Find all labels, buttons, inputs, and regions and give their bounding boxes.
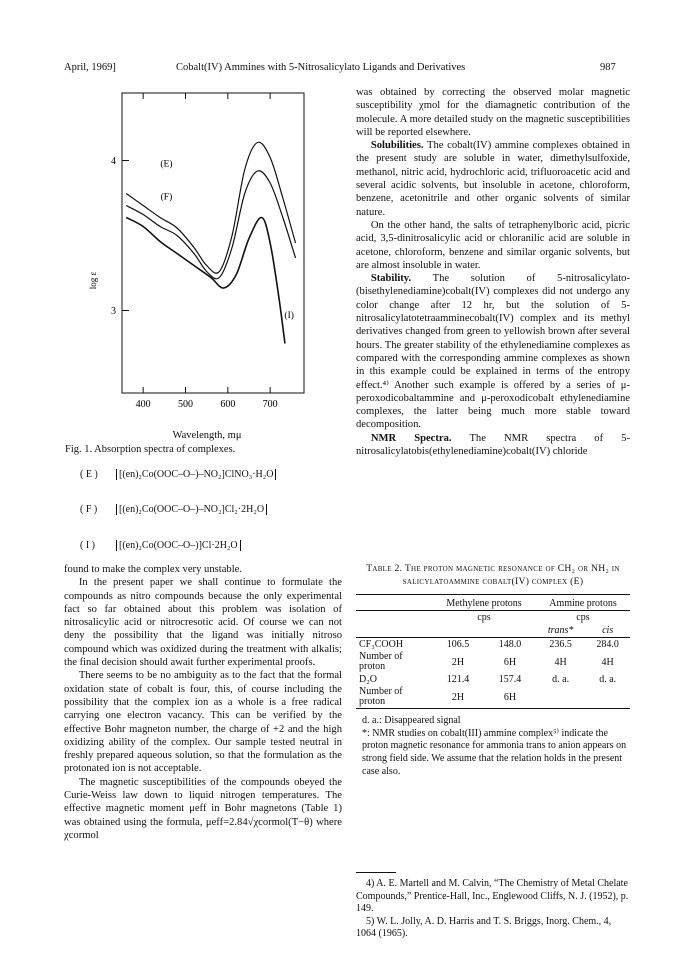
row-label: Number of proton — [359, 686, 403, 708]
y-tick-label: 4 — [111, 156, 116, 167]
paragraph: The magnetic susceptibilities of the compounds obeyed the Curie-Weiss law down to liquid nitrogen temperatures. The effective magnetic moment μeff in Bohr magnetons (Table 1) was obtained using the formula, μeff=2.84√χcormol(T−θ) where χcormol — [64, 776, 342, 841]
curve-annotation: (F) — [160, 192, 173, 203]
unit-label: cps — [576, 612, 590, 624]
table-title: Table 2. The proton magnetic resonance of CH₂ or NH₂ in salicylatoammine cobalt(IV) complex (E) — [366, 563, 620, 587]
x-tick-label: 500 — [177, 399, 193, 410]
paragraph: The solution of 5-nitrosalicylato-(bisethylenediamine)cobalt(IV) complexes did not undergo any color change after 12 hr, but the solution of 5-nitrosalicylatotetraamminecobalt(IV) complex and its methyl derivatives changed from green to yellowish brown after several hours. The greater stability of the ethylenediamine complexes as compared with the corresponding ammine complexes as shown in this example could be explained in terms of the entropy effect.⁴⁾ Another such example is offered by a series of μ-peroxodicobaltammine and μ-peroxodicobalt ethylenediamine complexes, the latter being much more stable toward decomposition. — [356, 273, 630, 431]
plot-frame — [122, 93, 304, 393]
complex-formula: [(en)₂Co(OOC–O–)–NO₂]ClNO₃·H₂O — [116, 469, 276, 480]
x-tick-label: 700 — [262, 399, 278, 410]
series-line-f — [126, 171, 295, 279]
table-note-da: d. a.: Disappeared signal — [362, 715, 461, 727]
cell: 148.0 — [498, 639, 522, 651]
paragraph: The NMR spectra of 5-nitrosalicylatobis(ethylenediamine)cobalt(IV) chloride — [356, 432, 631, 458]
column-header-methylene: Methylene protons — [446, 598, 522, 610]
right-column-text — [356, 86, 630, 458]
cell: 2H — [451, 691, 465, 703]
cell: 106.5 — [446, 639, 470, 651]
row-label: D₂O — [359, 674, 377, 686]
paragraph: found to make the complex very unstable. — [64, 564, 242, 575]
complex-e — [80, 460, 340, 488]
row-label: CF₃COOH — [359, 639, 404, 651]
cell: 157.4 — [498, 674, 522, 686]
cell: 2H — [451, 656, 465, 668]
cell: 4H — [601, 656, 614, 668]
cell: 6H — [503, 691, 517, 703]
complex-f — [80, 494, 340, 524]
cell: d. a. — [552, 674, 570, 686]
complex-i — [80, 530, 340, 560]
cell: 284.0 — [596, 639, 619, 651]
x-axis-label: Wavelength, mμ — [172, 430, 242, 441]
cell: 121.4 — [446, 674, 470, 686]
column-header-cis: cis — [602, 625, 614, 637]
footnote-rule — [356, 872, 396, 873]
nmr-table — [356, 594, 630, 709]
row-label: Number of proton — [359, 651, 403, 673]
paragraph: In the present paper we shall continue to formulate the compounds as nitro compounds because the only experimental fact so far obtained about this problem was isolation of nitrosalicylic acid or nitrocresotic acid. Of course we can not deny the possibility that the ligand was initially nitroso compound which was oxidized during the treatment with alkalis; the final decision should await further experimental proofs. — [64, 577, 342, 669]
cell — [585, 686, 630, 709]
table-2 — [356, 563, 630, 778]
cell: 4H — [554, 656, 567, 668]
table-row — [356, 686, 630, 709]
complex-list — [80, 460, 340, 560]
table-row — [356, 673, 630, 686]
complex-formula: [(en)₂Co(OOC–O–)]Cl·2H₂O — [116, 540, 241, 551]
section-heading-nmr: NMR Spectra. — [370, 432, 452, 444]
paragraph: There seems to be no ambiguity as to the fact that the formal oxidation state of cobalt is four, this, of course including the possibility that the complex ion as a whole is a free radical carrying one electron vacancy. This can be verified by the effective Bohr magneton number, the charge of +2 and the high oxidizing ability of the complex. Our sample tested neutral in freshly prepared aqueous solution, so that the formulation as the protonated ion is not acceptable. — [64, 670, 342, 775]
footnote-5: 5) W. L. Jolly, A. D. Harris and T. S. Briggs, Inorg. Chem., 4, 1064 (1965). — [356, 915, 612, 940]
cell: 6H — [503, 656, 517, 668]
absorption-spectra-chart — [60, 85, 330, 430]
figure-caption: Fig. 1. Absorption spectra of complexes. — [65, 444, 236, 455]
table-row — [356, 638, 630, 652]
running-header-date: April, 1969] — [64, 62, 116, 73]
left-column-text — [64, 563, 342, 842]
cell: 236.5 — [549, 639, 572, 651]
paragraph: On the other hand, the salts of tetraphenylboric acid, picric acid, 3,5-dinitrosalicylic acid or chloranilic acid are soluble in acetone, chloroform, benzene and similar organic solvents, but are almost insoluble in water. — [356, 219, 630, 271]
table-note-star: *: NMR studies on cobalt(III) ammine complex⁵⁾ indicate the proton magnetic resonance for ammonia trans to anion appears on strong field side. We assume that the relation holds in the present case also. — [362, 727, 627, 777]
unit-label: cps — [477, 612, 491, 624]
table-row — [356, 651, 630, 673]
curve-annotation: (E) — [160, 159, 173, 170]
footnotes — [356, 878, 630, 941]
page-number: 987 — [600, 62, 616, 73]
y-tick-label: 3 — [111, 306, 116, 317]
cell — [536, 686, 585, 709]
x-tick-label: 600 — [220, 399, 236, 410]
complex-label: ( F ) — [80, 503, 98, 515]
complex-formula: [(en)₂Co(OOC–O–)–NO₂]Cl₂·2H₂O — [116, 504, 267, 515]
complex-label: ( E ) — [80, 468, 98, 480]
column-header-ammine: Ammine protons — [549, 598, 617, 610]
series-line-i — [126, 217, 285, 343]
cell: d. a. — [599, 674, 617, 686]
column-header-trans: trans* — [547, 625, 574, 637]
paragraph: The cobalt(IV) ammine complexes obtained in the present study are soluble in water, dimethylsulfoxide, methanol, nitric acid, hydrochloric acid, trifluoroacetic acid and several acidic solvents, but insoluble in acetone, chloroform, benzene, acetonitrile and other organic solvents of similar nature. — [356, 140, 630, 218]
section-heading-stability: Stability. — [370, 273, 412, 285]
y-axis-label: log ε — [88, 271, 98, 290]
running-header-title: Cobalt(IV) Ammines with 5-Nitrosalicylato Ligands and Derivatives — [176, 62, 466, 73]
paragraph: was obtained by correcting the observed molar magnetic susceptibility χmol for the diamagnetic contribution of the molecule. A more detailed study on the magnetic susceptibilities will be reported elsewhere. — [356, 87, 630, 138]
curve-annotation: (I) — [284, 311, 294, 321]
section-heading-solubilities: Solubilities. — [370, 140, 424, 152]
complex-label: ( I ) — [80, 539, 95, 551]
footnote-4: 4) A. E. Martell and M. Calvin, “The Chemistry of Metal Chelate Compounds,” Prentice-Hall, Inc., Englewood Cliffs, N. J. (1952), p. 149. — [356, 878, 629, 915]
series-line-e — [126, 142, 295, 273]
x-tick-label: 400 — [135, 399, 151, 410]
